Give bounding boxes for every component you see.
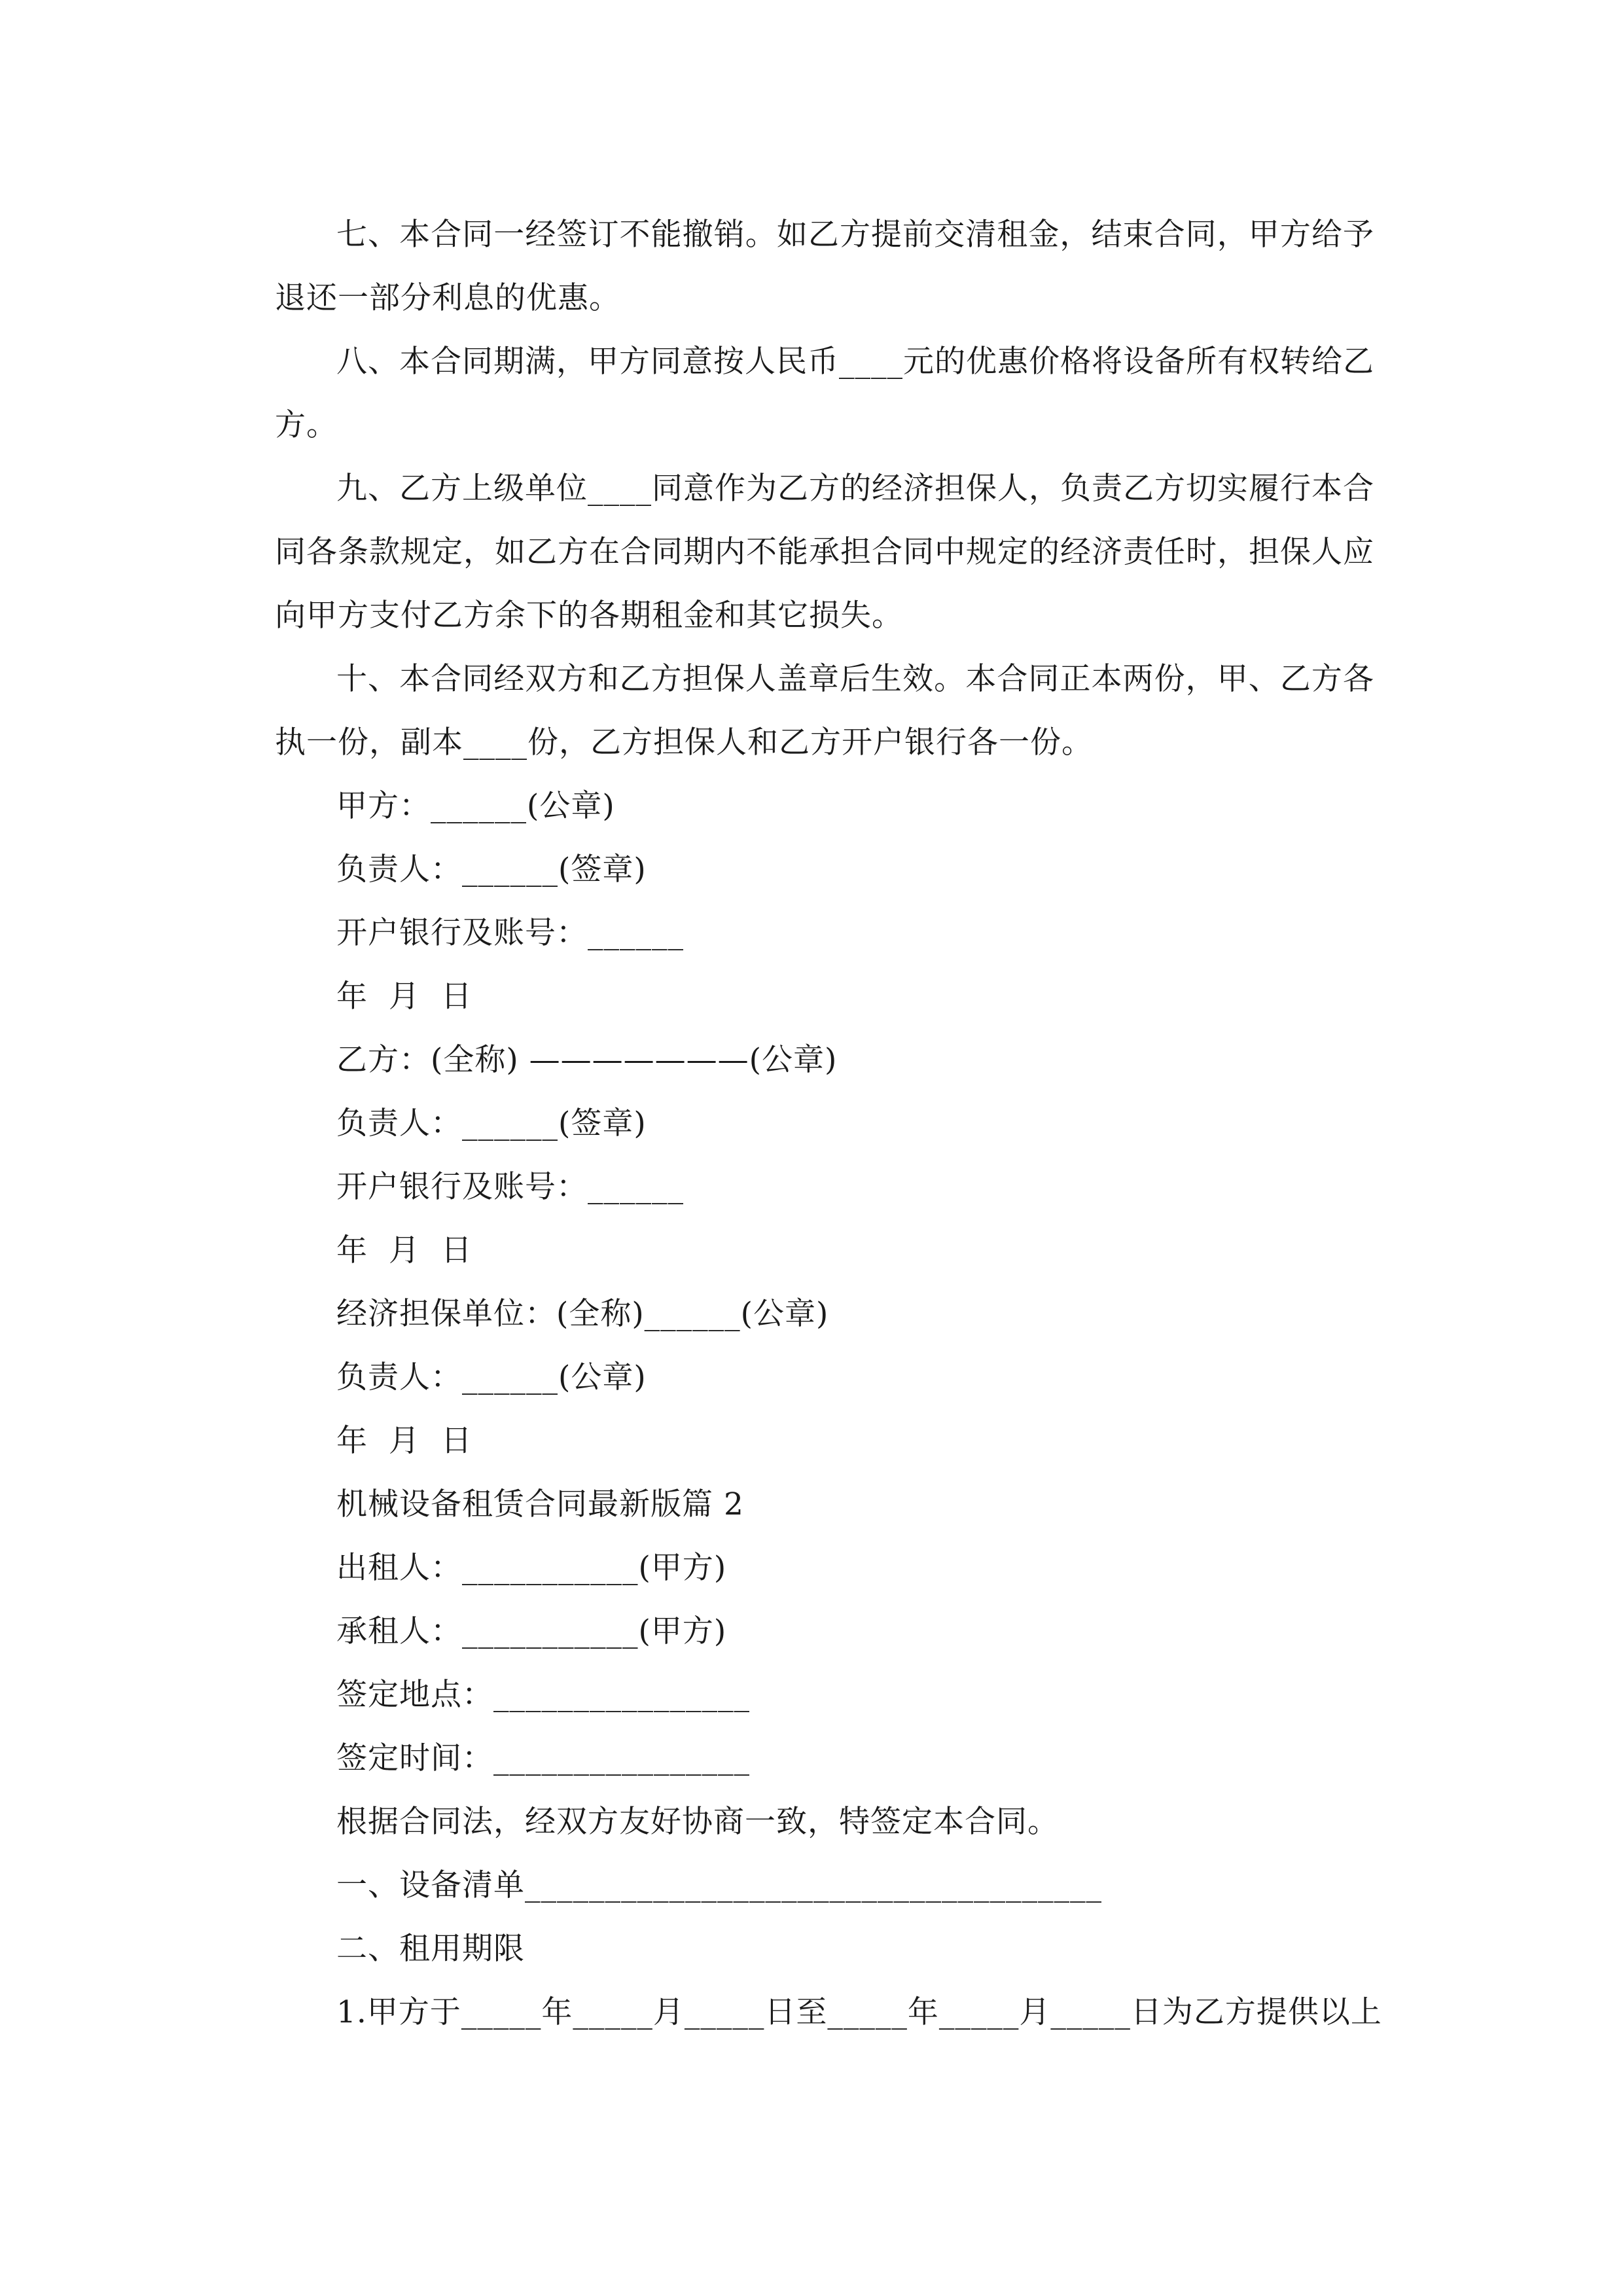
- document-body: [275, 203, 1382, 2044]
- party-a-date-line: 年 月 日: [336, 978, 473, 1014]
- section-title: 机械设备租赁合同最新版篇 2: [336, 1486, 744, 1522]
- clause-10: 十、本合同经双方和乙方担保人盖章后生效。本合同正本两份，甲、乙方各执一份，副本____份，乙方担保人和乙方开户银行各一份。: [275, 661, 1374, 761]
- party-a-responsible-line: 负责人：______(签章): [336, 852, 647, 888]
- party-b-date-line: 年 月 日: [336, 1232, 473, 1268]
- guarantor-responsible-line: 负责人：______(公章): [336, 1359, 647, 1395]
- lessor-line: 出租人：___________(甲方): [336, 1550, 727, 1586]
- party-b-responsible-line: 负责人：______(签章): [336, 1105, 647, 1141]
- party-a-bank-line: 开户银行及账号：______: [336, 915, 684, 951]
- guarantor-date-line: 年 月 日: [336, 1423, 473, 1459]
- lessee-line: 承租人：___________(甲方): [336, 1613, 727, 1649]
- lease-term-item-1: 1.甲方于_____年_____月_____日至_____年_____月_____日为乙方提供以上: [336, 1994, 1382, 2030]
- clause-7: 七、本合同一经签订不能撤销。如乙方提前交清租金，结束合同，甲方给予退还一部分利息的优惠。: [275, 217, 1374, 316]
- party-b-seal-line: 乙方：(全称) ———————(公章): [336, 1042, 838, 1078]
- equipment-list-line: 一、设备清单____________________________________: [336, 1867, 1102, 1903]
- clause-9: 九、乙方上级单位____同意作为乙方的经济担保人，负责乙方切实履行本合同各条款规定，如乙方在合同期内不能承担合同中规定的经济责任时，担保人应向甲方支付乙方余下的各期租金和其它损失。: [275, 471, 1374, 634]
- party-b-bank-line: 开户银行及账号：______: [336, 1169, 684, 1205]
- signing-time-line: 签定时间：________________: [336, 1740, 750, 1776]
- party-a-seal-line: 甲方：______(公章): [336, 788, 615, 824]
- preamble-line: 根据合同法，经双方友好协商一致，特签定本合同。: [336, 1804, 1059, 1840]
- clause-8: 八、本合同期满，甲方同意按人民币____元的优惠价格将设备所有权转给乙方。: [275, 344, 1374, 443]
- lease-term-heading: 二、租用期限: [336, 1931, 525, 1967]
- guarantor-seal-line: 经济担保单位：(全称)______(公章): [336, 1296, 829, 1332]
- signing-place-line: 签定地点：________________: [336, 1677, 750, 1713]
